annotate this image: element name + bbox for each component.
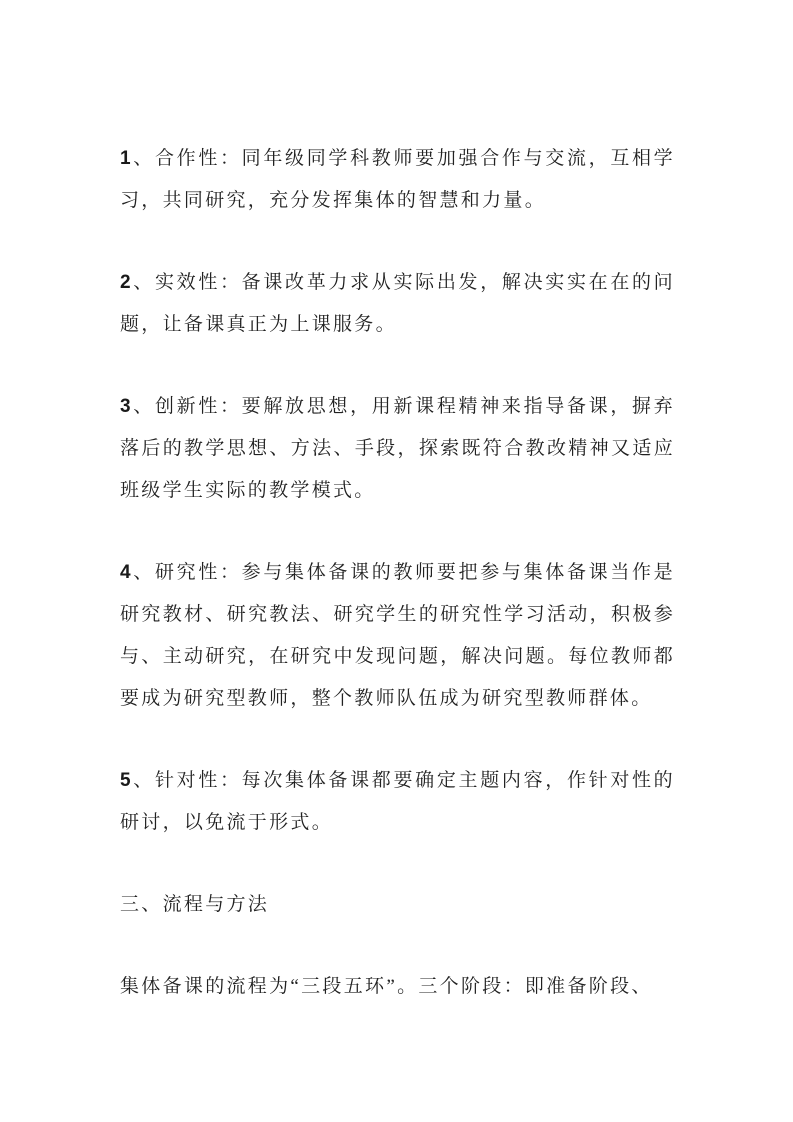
closing-paragraph: 集体备课的流程为“三段五环”。三个阶段：即准备阶段、	[120, 976, 653, 997]
section-heading: 三、流程与方法	[120, 894, 270, 915]
numbered-paragraph-4	[120, 552, 675, 720]
paragraph-text: 、研究性：参与集体备课的教师要把参与集体备课当作是研究教材、研究教法、研究学生的研究性学习活动，积极参与、主动研究，在研究中发现问题，解决问题。每位教师都要成为研究型教师，整个教师队伍成为研究型教师群体。	[120, 562, 675, 709]
numbered-paragraph-5	[120, 760, 675, 844]
paragraph-number: 3	[120, 396, 133, 417]
paragraph-number: 2	[120, 272, 133, 293]
paragraph-number: 4	[120, 562, 133, 583]
paragraph-text: 、实效性：备课改革力求从实际出发，解决实实在在的问题，让备课真正为上课服务。	[120, 272, 675, 335]
paragraph-number: 5	[120, 770, 133, 791]
numbered-paragraph-2	[120, 262, 675, 346]
paragraph-number: 1	[120, 148, 133, 169]
numbered-paragraph-3	[120, 386, 675, 512]
paragraph-text: 、创新性：要解放思想，用新课程精神来指导备课，摒弃落后的教学思想、方法、手段，探索既符合教改精神又适应班级学生实际的教学模式。	[120, 396, 675, 501]
numbered-paragraph-1	[120, 138, 675, 222]
paragraph-text: 、合作性：同年级同学科教师要加强合作与交流，互相学习，共同研究，充分发挥集体的智慧和力量。	[120, 148, 675, 211]
paragraph-text: 、针对性：每次集体备课都要确定主题内容，作针对性的研讨，以免流于形式。	[120, 770, 675, 833]
